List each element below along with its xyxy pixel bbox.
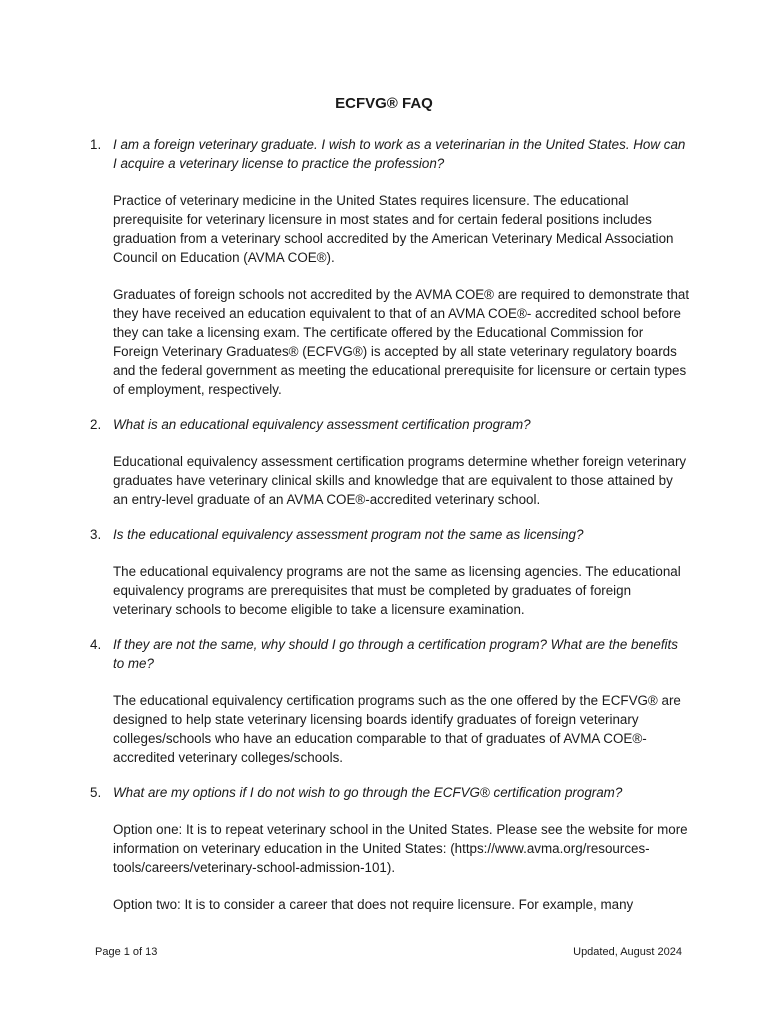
faq-answer-paragraph: Practice of veterinary medicine in the United States requires licensure. The educational prerequisite for veterinary licensure in most states and for certain federal positions includes graduation from a veterinary school accredited by the American Veterinary Medical Association Council on Education (AVMA COE®). xyxy=(113,193,674,265)
faq-question: What is an educational equivalency assessment certification program? xyxy=(113,417,531,432)
faq-number: 2. xyxy=(90,417,102,432)
faq-answer-paragraph: Graduates of foreign schools not accredited by the AVMA COE® are required to demonstrate that they have received an education equivalent to that of an AVMA COE®- accredited school before they can take a licensing exam. The certificate offered by the Educational Commission for Foreign Veterinary Graduates® (ECFVG®) is accepted by all state veterinary regulatory boards and the federal government as meeting the educational prerequisite for licensure or certain types of employment, respectively. xyxy=(113,287,690,397)
faq-number: 4. xyxy=(90,637,102,652)
faq-item-3 xyxy=(90,525,690,619)
faq-question: Is the educational equivalency assessment program not the same as licensing? xyxy=(113,527,584,542)
faq-item-1 xyxy=(90,135,690,399)
faq-answer-paragraph: The educational equivalency certification programs such as the one offered by the ECFVG® are designed to help state veterinary licensing boards identify graduates of foreign veterinary colleges/schools who have an education comparable to that of graduates of AVMA COE®-accredited veterinary colleges/schools. xyxy=(113,693,681,765)
faq-answer-paragraph: Option two: It is to consider a career that does not require licensure. For example, many xyxy=(113,897,634,912)
faq-question: What are my options if I do not wish to go through the ECFVG® certification program? xyxy=(113,785,623,800)
faq-question: If they are not the same, why should I go through a certification program? What are the benefits to me? xyxy=(113,637,678,671)
faq-item-4 xyxy=(90,635,690,767)
faq-number: 1. xyxy=(90,137,102,152)
faq-question: I am a foreign veterinary graduate. I wish to work as a veterinarian in the United States. How can I acquire a veterinary license to practice the profession? xyxy=(113,137,686,171)
faq-answer-paragraph: Option one: It is to repeat veterinary school in the United States. Please see the website for more information on veterinary education in the United States: (https://www.avma.org/resources-tools/careers/veterinary-school-admission-101). xyxy=(113,822,688,875)
faq-list xyxy=(90,135,690,930)
faq-answer-paragraph: The educational equivalency programs are not the same as licensing agencies. The educational equivalency programs are prerequisites that must be completed by graduates of foreign veterinary schools to become eligible to take a licensure examination. xyxy=(113,564,681,617)
faq-item-2 xyxy=(90,415,690,509)
updated-date: Updated, August 2024 xyxy=(573,946,682,958)
faq-answer-paragraph: Educational equivalency assessment certification programs determine whether foreign veterinary graduates have veterinary clinical skills and knowledge that are equivalent to those attained by an entry-level graduate of an AVMA COE®-accredited veterinary school. xyxy=(113,454,687,507)
page-title: ECFVG® FAQ xyxy=(335,95,433,112)
page-number: Page 1 of 13 xyxy=(95,946,158,958)
faq-number: 5. xyxy=(90,785,102,800)
faq-item-5 xyxy=(90,783,690,914)
faq-number: 3. xyxy=(90,527,102,542)
